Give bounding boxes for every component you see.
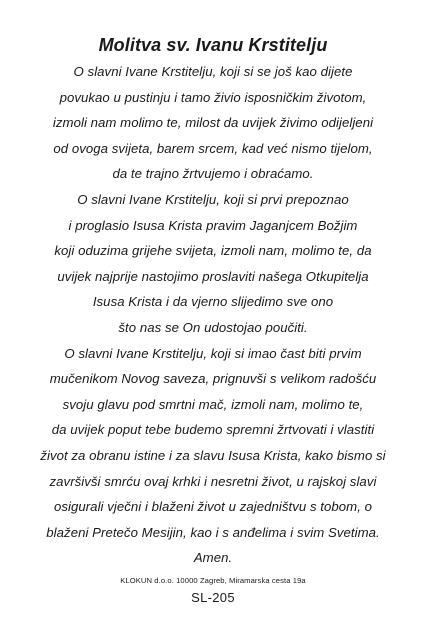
prayer-line: izmoli nam molimo te, milost da uvijek živimo odijeljeni bbox=[52, 115, 374, 131]
prayer-line: osigurali vječni i blaženi život u zajedništvu s tobom, o bbox=[53, 499, 373, 515]
publisher-info: KLOKUN d.o.o. 10000 Zagreb, Miramarska cesta 19a bbox=[120, 575, 306, 585]
prayer-line: što nas se On udostojao poučiti. bbox=[118, 319, 308, 335]
prayer-line: koji oduzima grijehe svijeta, izmoli nam, molimo te, da bbox=[54, 243, 372, 259]
prayer-line: život za obranu istine i za slavu Isusa Krista, kako bismo si bbox=[40, 447, 386, 463]
prayer-line: završivši smrću ovaj krhki i nesretni život, u rajskoj slavi bbox=[49, 473, 377, 489]
prayer-line: da uvijek poput tebe budemo spremni žrtvovati i vlastiti bbox=[51, 422, 375, 438]
prayer-line: povukao u pustinju i tamo živio isposničkim životom, bbox=[59, 89, 367, 105]
prayer-line: svoju glavu pod smrtni mač, izmoli nam, molimo te, bbox=[62, 396, 364, 412]
prayer-line: blaženi Pretečo Mesijin, kao i s anđelima i svim Svetima. bbox=[46, 524, 380, 540]
card-code: SL-205 bbox=[191, 589, 235, 605]
prayer-line: Isusa Krista i da vjerno slijedimo sve ono bbox=[92, 294, 334, 310]
prayer-line: O slavni Ivane Krstitelju, koji si prvi prepoznao bbox=[77, 191, 349, 207]
prayer-amen: Amen. bbox=[193, 550, 233, 566]
prayer-title: Molitva sv. Ivanu Krstitelju bbox=[98, 35, 328, 55]
prayer-line: mučenikom Novog saveza, prignuvši s velikom radošću bbox=[49, 371, 377, 387]
prayer-line: da te trajno žrtvujemo i obraćamo. bbox=[112, 166, 314, 182]
prayer-line: O slavni Ivane Krstitelju, koji si se još kao dijete bbox=[73, 64, 353, 79]
prayer-line: uvijek najprije nastojimo proslaviti našega Otkupitelja bbox=[57, 268, 369, 284]
prayer-line: i proglasio Isusa Krista pravim Jaganjcem Božjim bbox=[68, 217, 358, 233]
prayer-line: od ovoga svijeta, barem srcem, kad već nismo tijelom, bbox=[53, 140, 373, 156]
prayer-text bbox=[4, 59, 422, 571]
prayer-line: O slavni Ivane Krstitelju, koji si imao čast biti prvim bbox=[64, 345, 362, 361]
